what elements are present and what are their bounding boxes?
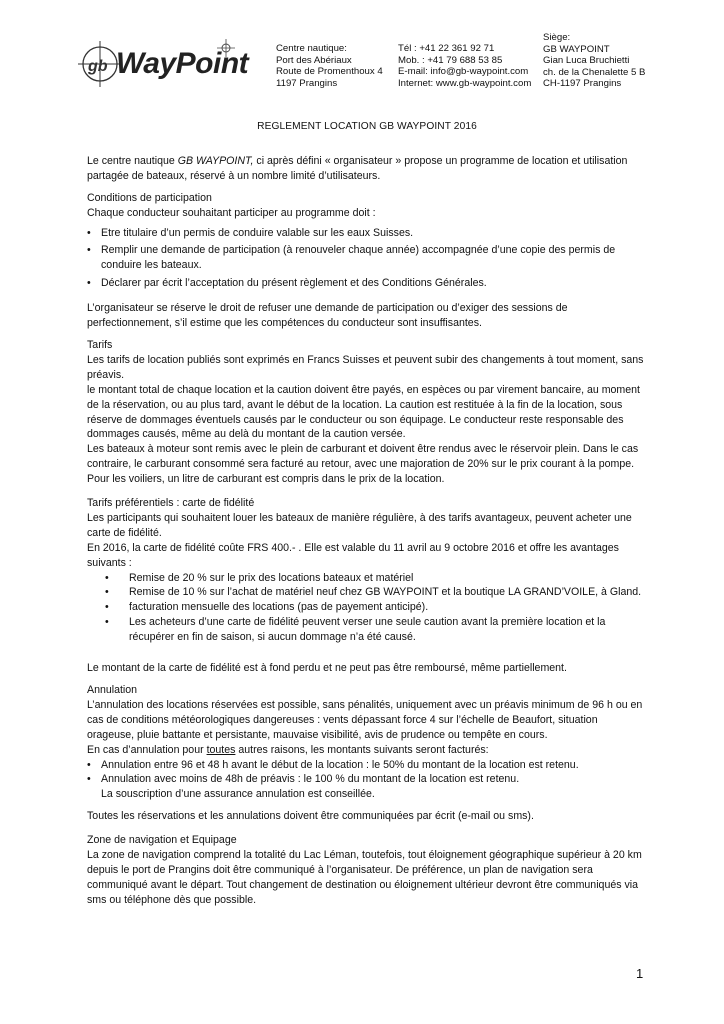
- header-line: Centre nautique:: [276, 43, 347, 54]
- intro-company: GB WAYPOINT,: [177, 154, 254, 167]
- intro-text: ci après défini « organisateur » propose un programme de location et utilisation partagée de bateaux, réservé à un nombre limité d’utilisateurs.: [87, 154, 628, 182]
- section-heading-tarifs: Tarifs: [87, 338, 113, 351]
- list-item: • Déclarer par écrit l’acceptation du présent règlement et des Conditions Générales.: [87, 276, 647, 291]
- annulation-text: En cas d’annulation pour: [87, 743, 207, 756]
- annulation-paragraph: [87, 743, 647, 758]
- header-line: Port des Abériaux: [276, 54, 352, 66]
- conditions-note: L’organisateur se réserve le droit de refuser une demande de participation ou d’exiger des sessions de perfectionnement, s’il estime que les compétences du conducteur sont insuffisantes.: [87, 302, 568, 330]
- list-item: • Les acheteurs d’une carte de fidélité peuvent verser une seule caution avant la première location et la récupérer en fin de saison, si aucun dommage n’a été causé.: [87, 615, 647, 645]
- section-heading-zone: Zone de navigation et Equipage: [87, 834, 237, 847]
- header-line: Mob. : +41 79 688 53 85: [398, 54, 503, 66]
- header-line: GB WAYPOINT: [543, 43, 610, 55]
- conditions-list: [87, 226, 647, 292]
- section-heading-annulation: Annulation: [87, 684, 138, 696]
- header-line: Route de Promenthoux 4: [276, 66, 383, 78]
- tarifs-paragraph: Pour les voiliers, un litre de carburant est compris dans le prix de la location.: [87, 473, 445, 486]
- list-item: • Annulation avec moins de 48h de préavis : le 100 % du montant de la location est retenu.: [87, 772, 647, 787]
- page-number: 1: [636, 966, 644, 981]
- annulation-list: [87, 758, 647, 788]
- fidelite-note: Le montant de la carte de fidélité est à fond perdu et ne peut pas être remboursé, même partiellement.: [87, 662, 567, 675]
- document-body: [87, 120, 647, 908]
- header-line: 1197 Prangins: [276, 77, 338, 89]
- intro-text: Le centre nautique: [87, 154, 178, 167]
- header-line: Internet: www.gb-waypoint.com: [398, 77, 532, 89]
- header-line: CH-1197 Prangins: [543, 78, 622, 90]
- fidelite-list: [87, 571, 647, 646]
- header-line: Gian Luca Bruchietti: [543, 55, 630, 67]
- tarifs-paragraph: le montant total de chaque location et la caution doivent être payés, en espèces ou par virement bancaire, au moment de la réservation, ou au plus tard, avant le début de la location. La caution est restituée à la fin de la location, sous réserve de dommages éventuels causés par le conducteur ou son équipage. Le conducteur reste responsable des dommages causés, même au delà du montant de la caution versée.: [87, 383, 640, 441]
- annulation-underlined: toutes: [206, 743, 236, 756]
- waypoint-logo: [76, 38, 256, 90]
- fidelite-paragraph: En 2016, la carte de fidélité coûte FRS 400.- . Elle est valable du 11 avril au 9 octobre 2016 et offre les avantages suivants :: [87, 541, 619, 569]
- list-item: • Annulation entre 96 et 48 h avant le début de la location : le 50% du montant de la location est retenu.: [87, 758, 647, 773]
- fidelite-paragraph: Les participants qui souhaitent louer les bateaux de manière régulière, à des tarifs avantageux, peuvent acheter une carte de fidélité.: [87, 511, 632, 539]
- list-item: • Remise de 20 % sur le prix des locations bateaux et matériel: [87, 571, 647, 586]
- header-siege: [543, 32, 645, 90]
- annulation-text: autres raisons, les montants suivants seront facturés:: [235, 743, 489, 756]
- document-title: REGLEMENT LOCATION GB WAYPOINT 2016: [257, 121, 477, 132]
- tarifs-paragraph: Les tarifs de location publiés sont exprimés en Francs Suisses et peuvent subir des changements à tout moment, sans préavis.: [87, 353, 644, 381]
- list-item: • Remplir une demande de participation (à renouveler chaque année) accompagnée d’une copie des permis de conduire les bateaux.: [87, 243, 647, 273]
- header-line: Tél : +41 22 361 92 71: [398, 43, 495, 54]
- list-item: • facturation mensuelle des locations (pas de payement anticipé).: [87, 600, 647, 615]
- header-line: ch. de la Chenalette 5 B: [543, 66, 646, 78]
- section-heading-conditions: Conditions de participation: [87, 191, 212, 204]
- tarifs-paragraph: Les bateaux à moteur sont remis avec le plein de carburant et doivent être rendus avec le réservoir plein. Dans le cas contraire, le carburant consommé sera facturé au retour, avec une majoration de 20% sur le prix courant à la pompe.: [87, 443, 639, 471]
- header-line: E-mail: info@gb-waypoint.com: [398, 66, 529, 78]
- header-line: Siège:: [543, 32, 571, 43]
- conditions-lead: Chaque conducteur souhaitant participer au programme doit :: [87, 206, 376, 219]
- section-heading-fidelite: Tarifs préférentiels : carte de fidélité: [87, 497, 255, 510]
- logo-wordmark: WayPoint: [116, 47, 249, 80]
- logo-mark-text: gb: [88, 58, 108, 75]
- annulation-paragraph: L’annulation des locations réservées est possible, sans pénalités, uniquement avec un préavis minimum de 96 h ou en cas de conditions météorologiques dangereuses : vents dépassant force 4 sur l’échelle de Beaufort, situation orageuse, pluie battante et persistante, mauvaise visibilité, avis de prudence ou tempête en cours.: [87, 698, 643, 741]
- header-address: [276, 43, 383, 89]
- list-item: • Remise de 10 % sur l’achat de matériel neuf chez GB WAYPOINT et la boutique LA GRAND’VOILE, à Gland.: [87, 585, 647, 600]
- intro-paragraph: [87, 154, 647, 184]
- header-contact: [398, 43, 531, 89]
- annulation-insurance: La souscription d’une assurance annulation est conseillée.: [101, 788, 375, 801]
- list-item: • Etre titulaire d’un permis de conduire valable sur les eaux Suisses.: [87, 226, 647, 241]
- zone-paragraph: La zone de navigation comprend la totalité du Lac Léman, toutefois, tout éloignement géographique supérieur à 20 km depuis le port de Prangins doit être communiqué à l’organisateur. De préférence, un plan de navigation sera communiqué avant le départ. Tout changement de destination ou éloignement ultérieur devront être communiqués via sms ou téléphone dès que possible.: [87, 849, 642, 906]
- annulation-note: Toutes les réservations et les annulations doivent être communiquées par écrit (e-mail ou sms).: [87, 810, 534, 823]
